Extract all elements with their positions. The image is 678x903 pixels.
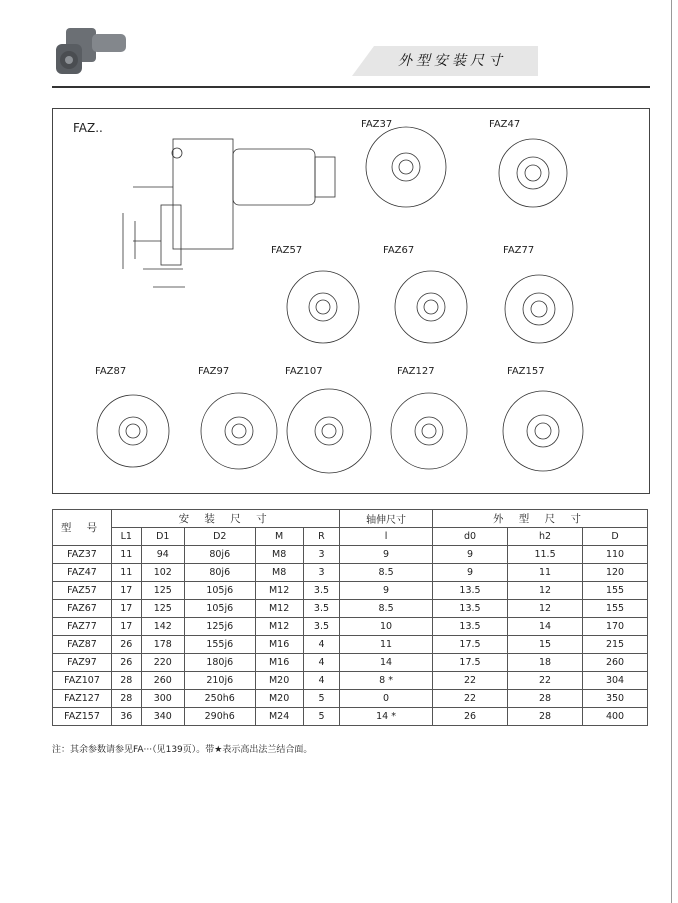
- column-header: D1: [141, 528, 184, 546]
- table-row: [53, 636, 648, 654]
- value-cell: 80j6: [184, 546, 255, 564]
- value-cell: M12: [255, 600, 303, 618]
- value-cell: M8: [255, 564, 303, 582]
- column-header: M: [255, 528, 303, 546]
- value-cell: 17: [112, 600, 142, 618]
- value-cell: 17: [112, 618, 142, 636]
- model-cell: FAZ77: [53, 618, 112, 636]
- value-cell: 215: [583, 636, 648, 654]
- value-cell: 12: [508, 600, 583, 618]
- value-cell: 17: [112, 582, 142, 600]
- table-row: [53, 600, 648, 618]
- table-row: [53, 690, 648, 708]
- table-row: [53, 618, 648, 636]
- flange-view-faz47: [499, 139, 567, 207]
- model-cell: FAZ57: [53, 582, 112, 600]
- value-cell: 155: [583, 582, 648, 600]
- flange-view-faz107: [287, 389, 371, 473]
- flange-view-faz37: [366, 127, 446, 207]
- model-cell: FAZ67: [53, 600, 112, 618]
- footnote: 注：其余参数请参见FA···（见139页）。带★表示高出法兰结合面。: [52, 745, 313, 755]
- value-cell: 250h6: [184, 690, 255, 708]
- model-cell: FAZ37: [53, 546, 112, 564]
- outline-group-header: 外 型 尺 寸: [432, 510, 647, 528]
- value-cell: 155: [583, 600, 648, 618]
- value-cell: 36: [112, 708, 142, 726]
- value-cell: M16: [255, 654, 303, 672]
- model-cell: FAZ87: [53, 636, 112, 654]
- value-cell: 125: [141, 600, 184, 618]
- value-cell: 17.5: [432, 636, 507, 654]
- main-view-label: FAZ..: [73, 121, 103, 135]
- page-title: 外型安装尺寸: [398, 53, 506, 69]
- value-cell: 28: [508, 708, 583, 726]
- variant-label-faz87: FAZ87: [95, 366, 127, 377]
- variant-label-faz47: FAZ47: [489, 119, 521, 130]
- variant-label-faz77: FAZ77: [503, 245, 535, 256]
- value-cell: 105j6: [184, 582, 255, 600]
- value-cell: 4: [303, 654, 339, 672]
- value-cell: 5: [303, 690, 339, 708]
- value-cell: 400: [583, 708, 648, 726]
- column-header-row: [53, 528, 648, 546]
- table-row: [53, 672, 648, 690]
- table-row: [53, 564, 648, 582]
- value-cell: 304: [583, 672, 648, 690]
- model-cell: FAZ157: [53, 708, 112, 726]
- value-cell: 3: [303, 564, 339, 582]
- value-cell: M20: [255, 690, 303, 708]
- model-cell: FAZ97: [53, 654, 112, 672]
- flange-view-faz87: [97, 395, 169, 467]
- value-cell: 260: [583, 654, 648, 672]
- value-cell: 350: [583, 690, 648, 708]
- value-cell: 142: [141, 618, 184, 636]
- value-cell: 125: [141, 582, 184, 600]
- value-cell: 22: [508, 672, 583, 690]
- table-row: [53, 582, 648, 600]
- value-cell: 22: [432, 672, 507, 690]
- value-cell: 8 *: [340, 672, 433, 690]
- value-cell: 14: [508, 618, 583, 636]
- value-cell: 9: [432, 564, 507, 582]
- value-cell: 220: [141, 654, 184, 672]
- value-cell: 10: [340, 618, 433, 636]
- value-cell: 26: [432, 708, 507, 726]
- header-rule: [52, 86, 650, 88]
- value-cell: 11.5: [508, 546, 583, 564]
- page-edge: [671, 0, 672, 903]
- flange-view-faz157: [503, 391, 583, 471]
- value-cell: 155j6: [184, 636, 255, 654]
- value-cell: 28: [508, 690, 583, 708]
- value-cell: 14 *: [340, 708, 433, 726]
- value-cell: 94: [141, 546, 184, 564]
- flange-view-faz97: [201, 393, 277, 469]
- value-cell: 14: [340, 654, 433, 672]
- install-group-header: 安 装 尺 寸: [112, 510, 340, 528]
- value-cell: 178: [141, 636, 184, 654]
- gearbox-logo-image: [52, 22, 130, 80]
- value-cell: 13.5: [432, 618, 507, 636]
- table-row: [53, 708, 648, 726]
- value-cell: 80j6: [184, 564, 255, 582]
- value-cell: M12: [255, 582, 303, 600]
- column-header: D2: [184, 528, 255, 546]
- dimension-table: [52, 509, 648, 726]
- model-cell: FAZ107: [53, 672, 112, 690]
- model-cell: FAZ47: [53, 564, 112, 582]
- variant-label-faz107: FAZ107: [285, 366, 323, 377]
- variant-label-faz67: FAZ67: [383, 245, 415, 256]
- column-header: D: [583, 528, 648, 546]
- variant-label-faz57: FAZ57: [271, 245, 303, 256]
- value-cell: 22: [432, 690, 507, 708]
- value-cell: M12: [255, 618, 303, 636]
- value-cell: 28: [112, 672, 142, 690]
- value-cell: 26: [112, 636, 142, 654]
- value-cell: 4: [303, 636, 339, 654]
- column-header: l: [340, 528, 433, 546]
- model-cell: FAZ127: [53, 690, 112, 708]
- value-cell: 13.5: [432, 600, 507, 618]
- value-cell: 12: [508, 582, 583, 600]
- value-cell: 9: [340, 582, 433, 600]
- value-cell: M16: [255, 636, 303, 654]
- shaft-group-header: 轴伸尺寸: [340, 510, 433, 528]
- value-cell: 340: [141, 708, 184, 726]
- value-cell: 180j6: [184, 654, 255, 672]
- flange-view-faz57: [287, 271, 359, 343]
- value-cell: 26: [112, 654, 142, 672]
- value-cell: 8.5: [340, 564, 433, 582]
- flange-view-faz77: [505, 275, 573, 343]
- value-cell: 4: [303, 672, 339, 690]
- variant-label-faz37: FAZ37: [361, 119, 393, 130]
- value-cell: 17.5: [432, 654, 507, 672]
- value-cell: 3.5: [303, 600, 339, 618]
- value-cell: 8.5: [340, 600, 433, 618]
- value-cell: 0: [340, 690, 433, 708]
- value-cell: 13.5: [432, 582, 507, 600]
- value-cell: 5: [303, 708, 339, 726]
- value-cell: 11: [508, 564, 583, 582]
- value-cell: 28: [112, 690, 142, 708]
- value-cell: 170: [583, 618, 648, 636]
- value-cell: M24: [255, 708, 303, 726]
- value-cell: 3.5: [303, 582, 339, 600]
- value-cell: 105j6: [184, 600, 255, 618]
- value-cell: M8: [255, 546, 303, 564]
- value-cell: 125j6: [184, 618, 255, 636]
- value-cell: 11: [112, 546, 142, 564]
- technical-drawings: [53, 109, 649, 493]
- column-header: d0: [432, 528, 507, 546]
- value-cell: 260: [141, 672, 184, 690]
- value-cell: 18: [508, 654, 583, 672]
- value-cell: 210j6: [184, 672, 255, 690]
- value-cell: 120: [583, 564, 648, 582]
- value-cell: 9: [340, 546, 433, 564]
- column-header: L1: [112, 528, 142, 546]
- table-row: [53, 546, 648, 564]
- flange-view-faz127: [391, 393, 467, 469]
- table-body: [53, 546, 648, 726]
- variant-label-faz127: FAZ127: [397, 366, 435, 377]
- drawing-panel: [52, 108, 650, 494]
- flange-view-faz67: [395, 271, 467, 343]
- value-cell: 110: [583, 546, 648, 564]
- variant-label-faz157: FAZ157: [507, 366, 545, 377]
- column-header: R: [303, 528, 339, 546]
- variant-label-faz97: FAZ97: [198, 366, 230, 377]
- value-cell: 3: [303, 546, 339, 564]
- value-cell: 300: [141, 690, 184, 708]
- value-cell: 102: [141, 564, 184, 582]
- value-cell: 11: [340, 636, 433, 654]
- value-cell: 290h6: [184, 708, 255, 726]
- value-cell: 15: [508, 636, 583, 654]
- value-cell: 11: [112, 564, 142, 582]
- value-cell: 3.5: [303, 618, 339, 636]
- column-header: h2: [508, 528, 583, 546]
- value-cell: M20: [255, 672, 303, 690]
- table-row: [53, 654, 648, 672]
- model-header: 型 号: [53, 510, 112, 546]
- value-cell: 9: [432, 546, 507, 564]
